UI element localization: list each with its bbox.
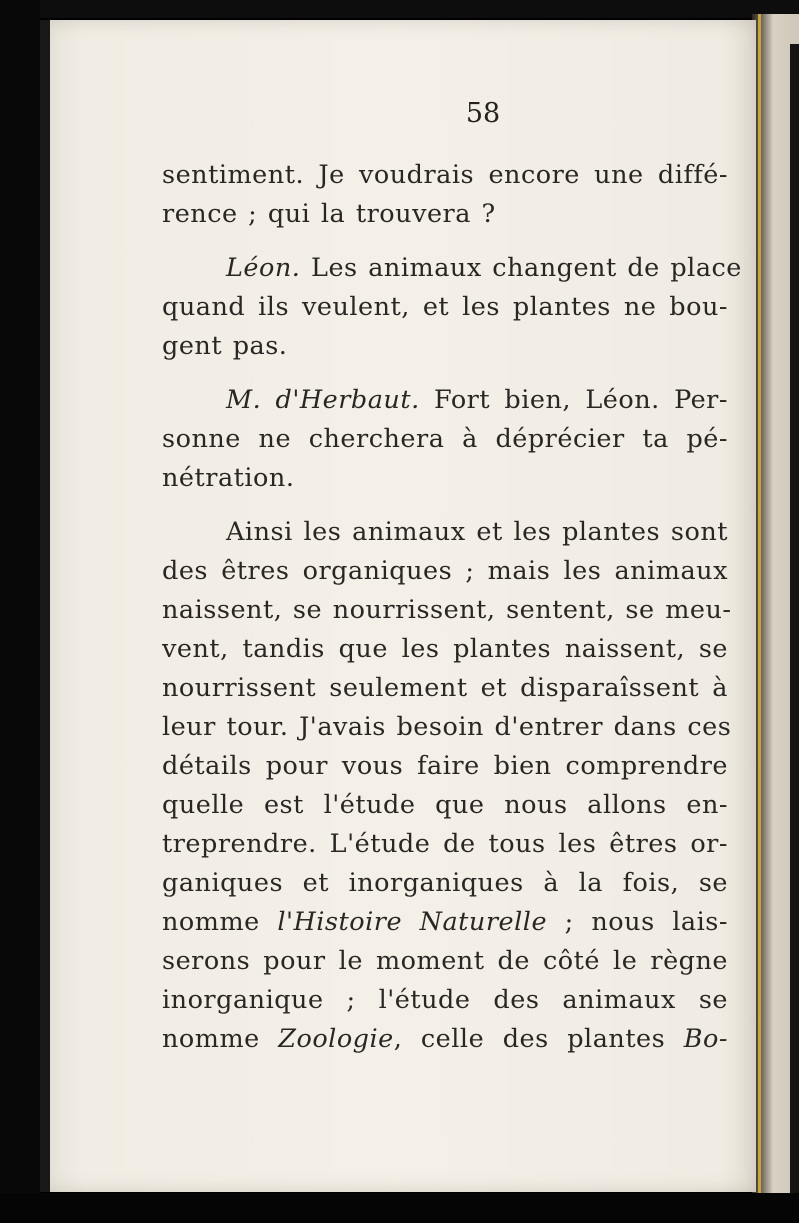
- text-line: nétration.: [162, 463, 295, 493]
- text-line: leur tour. J'avais besoin d'entrer dans ces: [162, 712, 732, 742]
- text-line: quelle est l'étude que nous allons en-: [162, 790, 728, 820]
- page-number: 58: [465, 98, 501, 129]
- text-line: inorganique ; l'étude des animaux se: [162, 985, 728, 1015]
- text-line: treprendre. L'étude de tous les êtres or-: [162, 829, 728, 859]
- text-line: nourrissent seulement et disparaîssent à: [162, 673, 728, 703]
- text-line: détails pour vous faire bien comprendre: [162, 751, 728, 781]
- text-line: naissent, se nourrissent, sentent, se meu-: [162, 595, 732, 625]
- adjacent-page-edge: [752, 14, 799, 1194]
- italic-term: l'Histoire Naturelle: [277, 907, 548, 937]
- text-line: nomme Zoologie, celle des plantes Bo-: [162, 1024, 728, 1054]
- text-line: M. d'Herbaut. Fort bien, Léon. Per-: [226, 385, 728, 415]
- text-line: ganiques et inorganiques à la fois, se: [162, 868, 728, 898]
- text-line: sonne ne cherchera à déprécier ta pé-: [162, 424, 728, 454]
- scan-border-top: [0, 0, 799, 18]
- paragraph-gap: [162, 498, 728, 513]
- speaker-name: M. d'Herbaut.: [226, 385, 420, 415]
- text-line: des êtres organiques ; mais les animaux: [162, 556, 728, 586]
- italic-term: Zoologie: [278, 1024, 394, 1054]
- speaker-name: Léon.: [226, 253, 301, 283]
- text-line: serons pour le moment de côté le règne: [162, 946, 728, 976]
- text-line: quand ils veulent, et les plantes ne bou-: [162, 292, 728, 322]
- page-edge-shadow: [790, 44, 799, 1194]
- page-edge-gilt: [758, 14, 761, 1194]
- book-page: [40, 20, 756, 1192]
- text-line: Léon. Les animaux changent de place: [226, 253, 742, 283]
- scan-border-bottom: [0, 1193, 799, 1223]
- scan-border-left: [0, 0, 40, 1223]
- text-line: gent pas.: [162, 331, 288, 361]
- page-gutter: [40, 20, 50, 1192]
- text-line: sentiment. Je voudrais encore une diffé-: [162, 160, 728, 190]
- page-body-text: [162, 156, 742, 1059]
- text-line: rence ; qui la trouvera ?: [162, 199, 496, 229]
- text-line: Ainsi les animaux et les plantes sont: [226, 517, 728, 547]
- italic-term: Bo-: [683, 1024, 728, 1054]
- text-line: nomme l'Histoire Naturelle ; nous lais-: [162, 907, 728, 937]
- paragraph-gap: [162, 366, 728, 381]
- text-line: vent, tandis que les plantes naissent, se: [162, 634, 728, 664]
- paragraph-gap: [162, 234, 728, 249]
